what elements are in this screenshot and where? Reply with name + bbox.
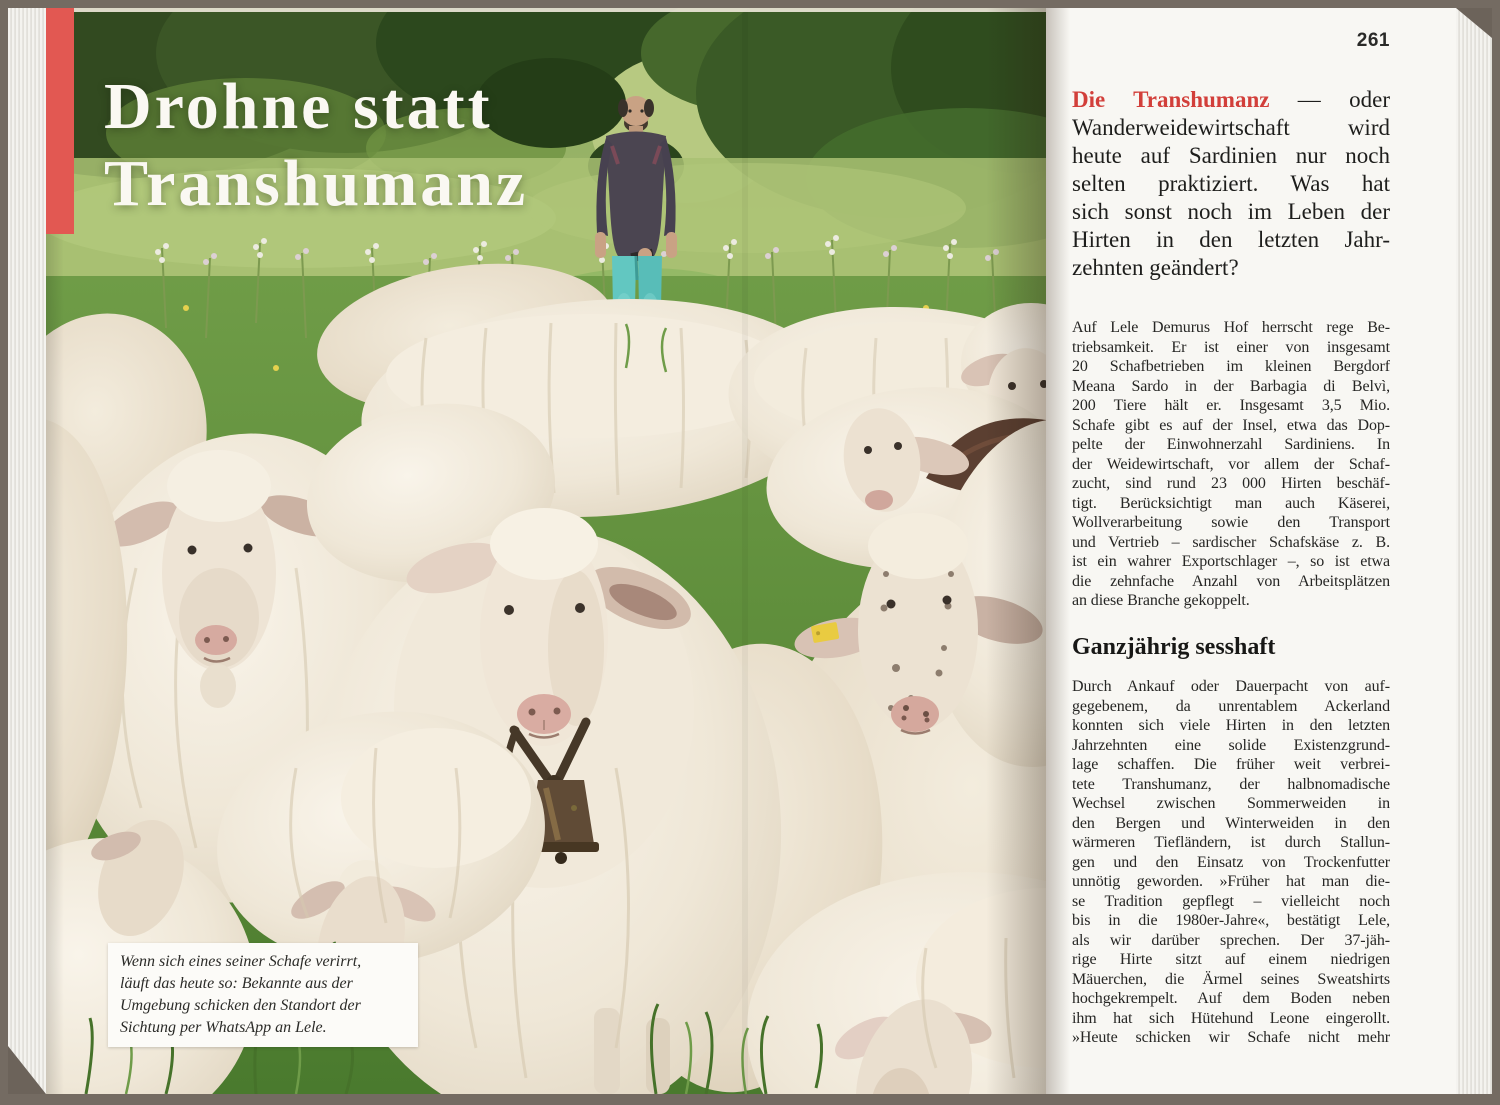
title-line-2: Transhumanz (104, 147, 529, 220)
photo-caption: Wenn sich eines seiner Schafe verirrt, läuft das heute so: Bekannte aus der Umgebung schicken den Standort der Sichtung per WhatsApp an Lele. (108, 943, 418, 1047)
right-page (1046, 8, 1456, 1094)
article-title (104, 68, 528, 222)
intro-lines: Wanderweidewirtschaft wird heute auf Sardinien nur noch selten praktiziert. Was hat sich sonst noch im Leben der Hirten in den letzten Jahr- zehnten geändert? (1072, 115, 1390, 280)
section-heading: Ganzjährig sesshaft (1072, 634, 1276, 660)
right-page-edge-stack (1456, 8, 1492, 1094)
page-number: 261 (1356, 30, 1390, 51)
photo-top-page-edge (46, 8, 1046, 12)
intro-paragraph (1072, 86, 1390, 282)
paragraph-ganzjaehrig-sesshaft: Durch Ankauf oder Dauerpacht von auf- gegebenem, da unrentablem Ackerland konnten sich viele Hirten in den letzten Jahrzehnten eine solide Existenzgrund- lage schaffen. Die früher weit verbrei- tete Transhumanz, der halbnomadische Wechsel zwischen Sommerweiden in den Bergen und Winterweiden in den wärmeren Tiefländern, ist durch Stallun- gen und den Einsatz von Trockenfutter unnötig geworden. »Früher hat man die- se Tradition gepflegt – vielleicht noch bis in die 1980er-Jahre«, bestätigt Lele, als wir darüber sprechen. Der 37-jäh- rige Hirte sitzt auf einem niedrigen Mäuerchen, die Ärmel seines Sweatshirts hochgekrempelt. Auf dem Boden neben ihm hat sich Hütehund Leone eingerollt. »Heute schicken wir Schafe nicht mehr (1072, 678, 1390, 1046)
paragraph-betriebsamkeit: Auf Lele Demurus Hof herrscht rege Be- triebsamkeit. Er ist einer von insgesamt 20 Schafbetrieben im kleinen Bergdorf Meana Sardo in der Barbagia di Belvì, 200 Tiere hält er. Insgesamt 3,5 Mio. Schafe gibt es auf der Insel, etwa das Dop- pelte der Einwohnerzahl Sardiniens. In der Weidewirtschaft, vor allem der Schaf- zucht, sind rund 23 000 Hirten beschäf- tigt. Berücksichtigt man auch Käserei, Wollverarbeitung sowie den Transport und Vertrieb – sardischer Schafskäse z. B. ist ein wahrer Exportschlager –, so ist etwa die zehnfache Anzahl von Arbeitsplätzen an diese Branche gekoppelt. (1072, 319, 1390, 609)
title-line-1: Drohne statt (104, 70, 493, 143)
intro-first-line (1072, 86, 1390, 114)
page-crease-shadow (742, 8, 748, 1094)
left-page-edge-stack (8, 8, 46, 1094)
red-accent-bar (46, 8, 74, 234)
intro-lead: Die Transhumanz (1072, 87, 1270, 112)
left-page (46, 8, 1046, 1094)
intro-lead-suffix: — oder (1269, 87, 1390, 112)
photo-gutter-shadow (986, 8, 1046, 1094)
